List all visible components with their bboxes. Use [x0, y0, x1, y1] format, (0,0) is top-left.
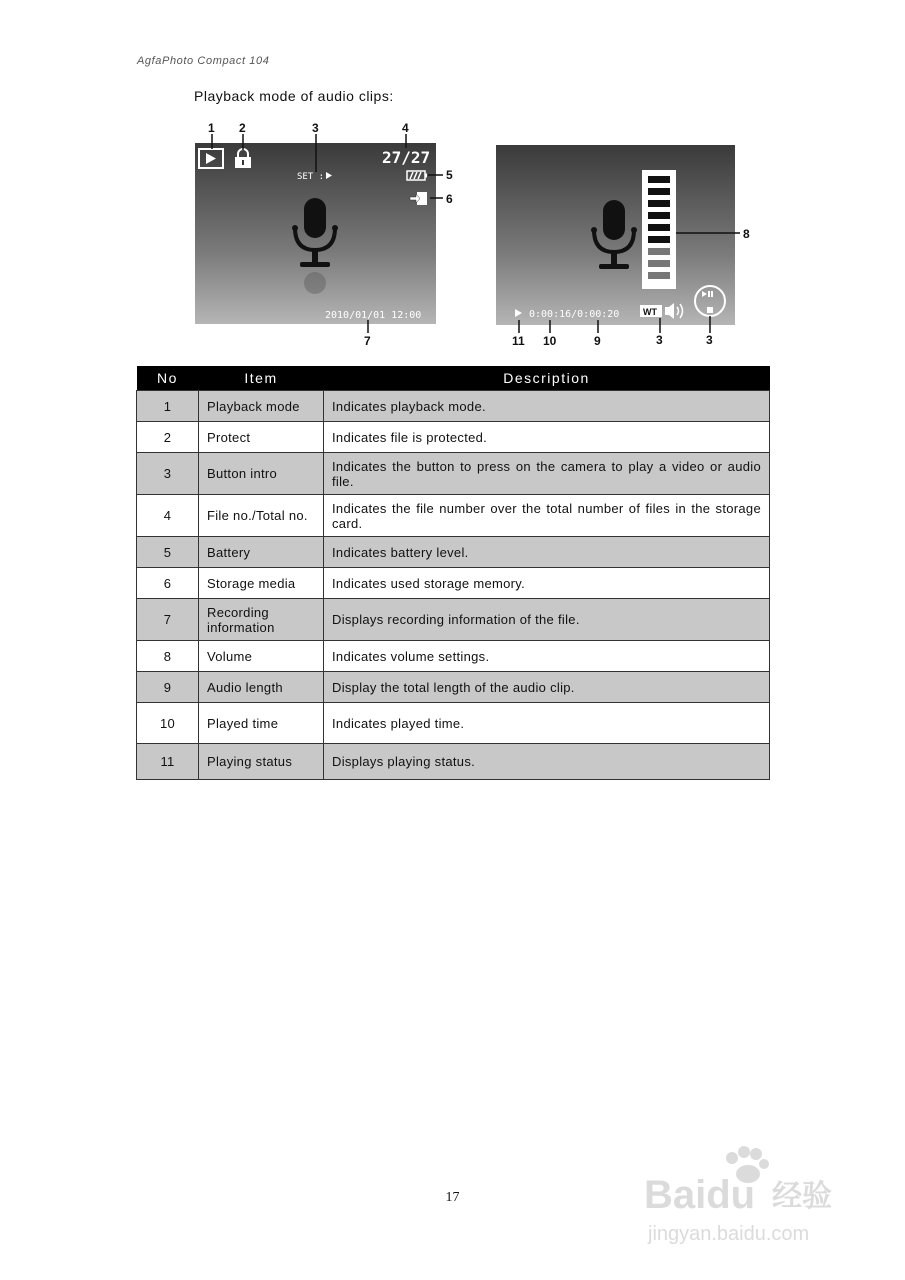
- callout-11: 11: [512, 334, 525, 348]
- cell-item: Protect: [199, 422, 324, 453]
- cell-item: Playing status: [199, 744, 324, 780]
- page-number: 17: [445, 1190, 460, 1205]
- header-no: No: [137, 366, 199, 391]
- cell-no: 9: [137, 672, 199, 703]
- cell-description: Display the total length of the audio clip.: [324, 672, 770, 703]
- cell-description: Indicates file is protected.: [324, 422, 770, 453]
- callout-8: 8: [743, 227, 750, 241]
- callout-3-wt: 3: [656, 333, 663, 347]
- set-hint-text: SET :: [297, 172, 325, 182]
- callout-6: 6: [446, 192, 453, 206]
- cell-no: 1: [137, 391, 199, 422]
- cell-no: 7: [137, 599, 199, 641]
- cell-no: 4: [137, 495, 199, 537]
- callout-3-dial: 3: [706, 333, 713, 347]
- cell-no: 11: [137, 744, 199, 780]
- table-row: [137, 599, 770, 641]
- cell-item: Button intro: [199, 453, 324, 495]
- table-row: [137, 568, 770, 599]
- cell-description: Displays recording information of the file.: [324, 599, 770, 641]
- table-row: [137, 422, 770, 453]
- cell-item: Storage media: [199, 568, 324, 599]
- header-description: Description: [324, 366, 770, 391]
- cell-description: Indicates battery level.: [324, 537, 770, 568]
- callout-10: 10: [543, 334, 557, 348]
- cell-description: Indicates playback mode.: [324, 391, 770, 422]
- table-row: [137, 391, 770, 422]
- table-row: [137, 744, 770, 780]
- cell-no: 10: [137, 703, 199, 744]
- baidu-watermark-logo: [640, 1140, 860, 1250]
- svg-text:经验: 经验: [772, 1179, 832, 1214]
- cell-description: Indicates volume settings.: [324, 641, 770, 672]
- right-camera-screen: [496, 145, 735, 325]
- table-row: [137, 672, 770, 703]
- svg-text:Baidu: Baidu: [644, 1173, 756, 1217]
- table-header-row: [137, 366, 770, 391]
- callout-5: 5: [446, 168, 453, 182]
- cell-item: Playback mode: [199, 391, 324, 422]
- cell-item: Played time: [199, 703, 324, 744]
- cell-description: Indicates used storage memory.: [324, 568, 770, 599]
- played-time-text: 0:00:16/0:00:20: [529, 309, 620, 320]
- cell-no: 6: [137, 568, 199, 599]
- cell-item: Audio length: [199, 672, 324, 703]
- cell-description: Indicates the button to press on the camera to play a video or audio file.: [324, 453, 770, 495]
- wt-badge: [640, 305, 662, 317]
- cell-item: Volume: [199, 641, 324, 672]
- table-row: [137, 703, 770, 744]
- section-caption: Playback mode of audio clips:: [194, 88, 394, 104]
- cell-description: Displays playing status.: [324, 744, 770, 780]
- cell-no: 8: [137, 641, 199, 672]
- table-row: [137, 495, 770, 537]
- cell-no: 3: [137, 453, 199, 495]
- datetime-text: 2010/01/01 12:00: [325, 310, 422, 321]
- document-header: AgfaPhoto Compact 104: [137, 55, 270, 67]
- table-row: [137, 453, 770, 495]
- cell-description: Indicates the file number over the total number of files in the storage card.: [324, 495, 770, 537]
- svg-text:jingyan.baidu.com: jingyan.baidu.com: [648, 1223, 810, 1245]
- cell-item: Recording information: [199, 599, 324, 641]
- table-row: [137, 641, 770, 672]
- callout-3: 3: [312, 121, 319, 135]
- header-item: Item: [199, 366, 324, 391]
- table-row: [137, 537, 770, 568]
- cell-no: 5: [137, 537, 199, 568]
- cell-item: Battery: [199, 537, 324, 568]
- callout-2: 2: [239, 121, 246, 135]
- callout-9: 9: [594, 334, 601, 348]
- screen-diagram: [0, 0, 905, 360]
- cell-item: File no./Total no.: [199, 495, 324, 537]
- volume-bar: [642, 170, 676, 289]
- cell-no: 2: [137, 422, 199, 453]
- svg-text:WT: WT: [643, 307, 657, 317]
- callout-1: 1: [208, 121, 215, 135]
- callout-7: 7: [364, 334, 371, 348]
- file-counter: 27/27: [382, 148, 431, 167]
- callout-4: 4: [402, 121, 409, 135]
- cell-description: Indicates played time.: [324, 703, 770, 744]
- item-description-table: [136, 366, 770, 780]
